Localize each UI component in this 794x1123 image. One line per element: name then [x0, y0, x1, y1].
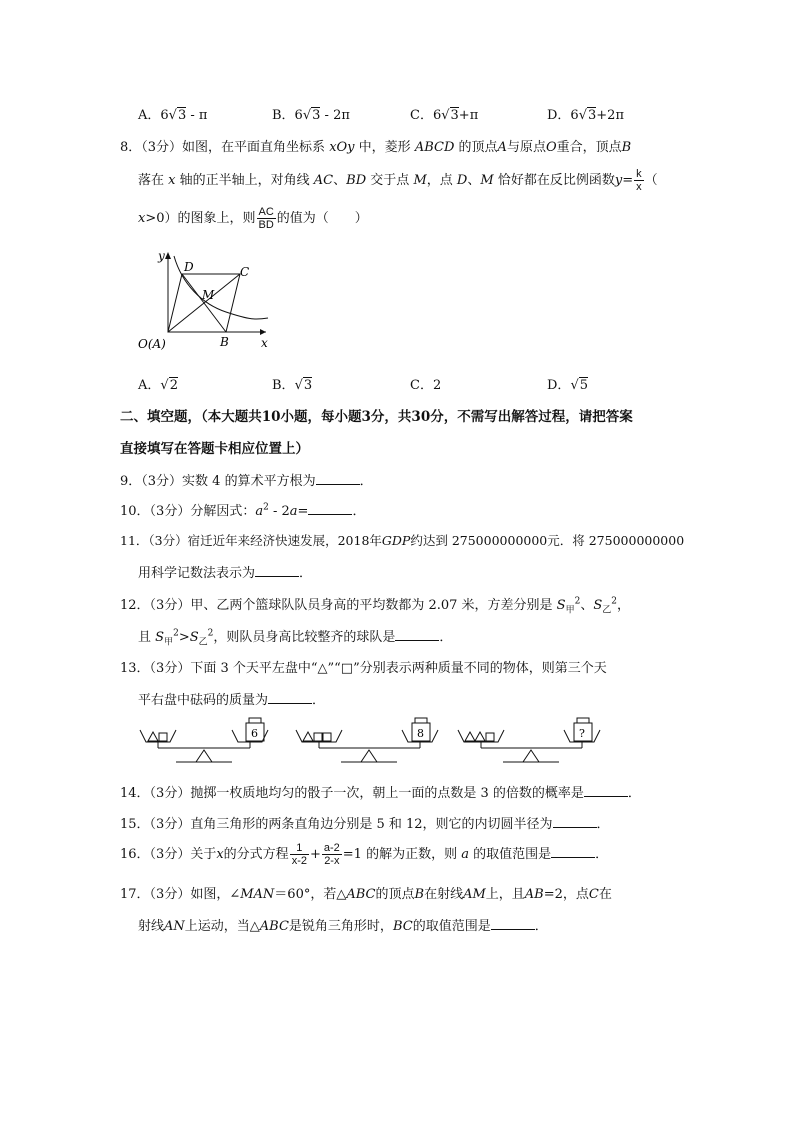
balance-2: [296, 718, 438, 762]
weight-3-label: ?: [579, 727, 585, 740]
diagonal-bd: [182, 274, 226, 332]
label-oa: O(A): [138, 337, 166, 351]
q17-line-1: 17．（3分）如图，∠MAN＝60°，若△ABC的顶点B在射线AM上，且AB=2，点C在: [120, 887, 612, 902]
q15: 15．（3分）直角三角形的两条直角边分别是 5 和 12，则它的内切圆半径为 ．: [120, 817, 610, 832]
section-2-heading-line-1: 二、填空题，（本大题共10小题，每小题3分，共30分，不需写出解答过程，请把答案: [120, 409, 633, 425]
weight-2-label: 8: [417, 727, 424, 740]
q7-option-b: B．6√3 - 2π: [272, 108, 350, 123]
q13-balance-figures: [136, 712, 606, 768]
q13-answer-blank[interactable]: [268, 691, 312, 704]
label-y: y: [158, 249, 165, 263]
q14-answer-blank[interactable]: [584, 784, 628, 797]
q9: 9．（3分）实数 4 的算术平方根为 ．: [120, 474, 373, 489]
q13-line-1: 13．（3分）下面 3 个天平左盘中“△”“□”分别表示两种质量不同的物体，则第三个天: [120, 661, 607, 676]
triangle-object: [303, 732, 313, 741]
q8-line-2: 落在 x 轴的正半轴上，对角线 AC、BD 交于点 M，点 D、M 恰好都在反比例函数y= $\frac{k}{x}$ （: [138, 168, 658, 193]
q17-answer-blank[interactable]: [491, 917, 535, 930]
q8-option-c: C．2: [410, 378, 442, 393]
y-axis-arrow-icon: [165, 252, 171, 259]
triangle-object: [475, 732, 485, 741]
label-b: B: [220, 335, 229, 349]
q16: 16．（3分）关于x的分式方程 $\frac{1}{x-2}$ + $\frac{a-2}{2-x}$ =1 的解为正数，则 a 的取值范围是 ．: [120, 842, 609, 867]
q14: 14．（3分）抛掷一枚质地均匀的骰子一次，朝上一面的点数是 3 的倍数的概率是 ．: [120, 786, 641, 801]
q12-line-1: 12．（3分）甲、乙两个篮球队队员身高的平均数都为 2.07 米，方差分别是 $S_甲^2$、$S_乙^2$，: [120, 596, 631, 616]
q7-option-c: C．6√3+π: [410, 108, 479, 123]
balance-1: [140, 718, 268, 762]
label-c: C: [240, 265, 250, 279]
x-axis-arrow-icon: [260, 329, 266, 335]
q8-line-3: x>0）的图象上，则 $\frac{AC}{BD}$ 的值为（ ）: [138, 206, 368, 231]
q8-option-b: B．√3: [272, 378, 313, 393]
q9-answer-blank[interactable]: [316, 472, 360, 485]
q12-line-2: 且 $S_甲^2>S_乙^2$，则队员身高比较整齐的球队是 ．: [138, 628, 453, 648]
q8-k-over-x: $\frac{k}{x}$: [636, 168, 642, 193]
section-2-heading-line-2: 直接填写在答题卡相应位置上）: [120, 441, 309, 457]
q7-option-a: A．6√3 - π: [138, 108, 208, 123]
q8-line-1: 8．（3分）如图，在平面直角坐标系 xOy 中，菱形 ABCD 的顶点A与原点O重合，顶点B: [120, 140, 632, 155]
triangle-object: [465, 732, 475, 741]
square-object: [323, 733, 331, 741]
q8-ac-over-bd: $\frac{AC}{BD}$: [258, 206, 274, 231]
square-object: [159, 733, 167, 741]
q11-answer-blank[interactable]: [255, 564, 299, 577]
q12-answer-blank[interactable]: [395, 628, 439, 641]
label-d: D: [184, 260, 194, 274]
q16-fraction-1: $\frac{1}{x-2}$: [291, 842, 307, 867]
balance-3: [458, 718, 600, 762]
q10-answer-blank[interactable]: [308, 502, 352, 515]
q11-line-1: 11．（3分）宿迁近年来经济快速发展，2018年GDP约达到 275000000000元．将 275000000000: [120, 533, 685, 548]
q13-line-2: 平右盘中砝码的质量为 ．: [138, 693, 326, 708]
q10: 10．（3分）分解因式：$a^2 - 2a=$ ．: [120, 502, 366, 519]
q16-answer-blank[interactable]: [551, 845, 595, 858]
q8-rhombus-figure: [136, 244, 276, 354]
q7-option-d: D．6√3+2π: [547, 108, 624, 123]
q16-fraction-2: $\frac{a-2}{2-x}$: [323, 842, 340, 867]
q8-option-d: D．√5: [547, 378, 589, 393]
q15-answer-blank[interactable]: [553, 815, 597, 828]
square-object: [486, 733, 494, 741]
weight-1-label: 6: [251, 727, 258, 740]
square-object: [314, 733, 322, 741]
q8-option-a: A．√2: [138, 378, 178, 393]
q17-line-2: 射线AN上运动，当△ABC是锐角三角形时，BC的取值范围是 ．: [138, 919, 548, 934]
label-m: M: [202, 288, 215, 302]
triangle-object: [148, 732, 158, 741]
label-x: x: [261, 336, 268, 350]
q11-line-2: 用科学记数法表示为 ．: [138, 566, 313, 581]
